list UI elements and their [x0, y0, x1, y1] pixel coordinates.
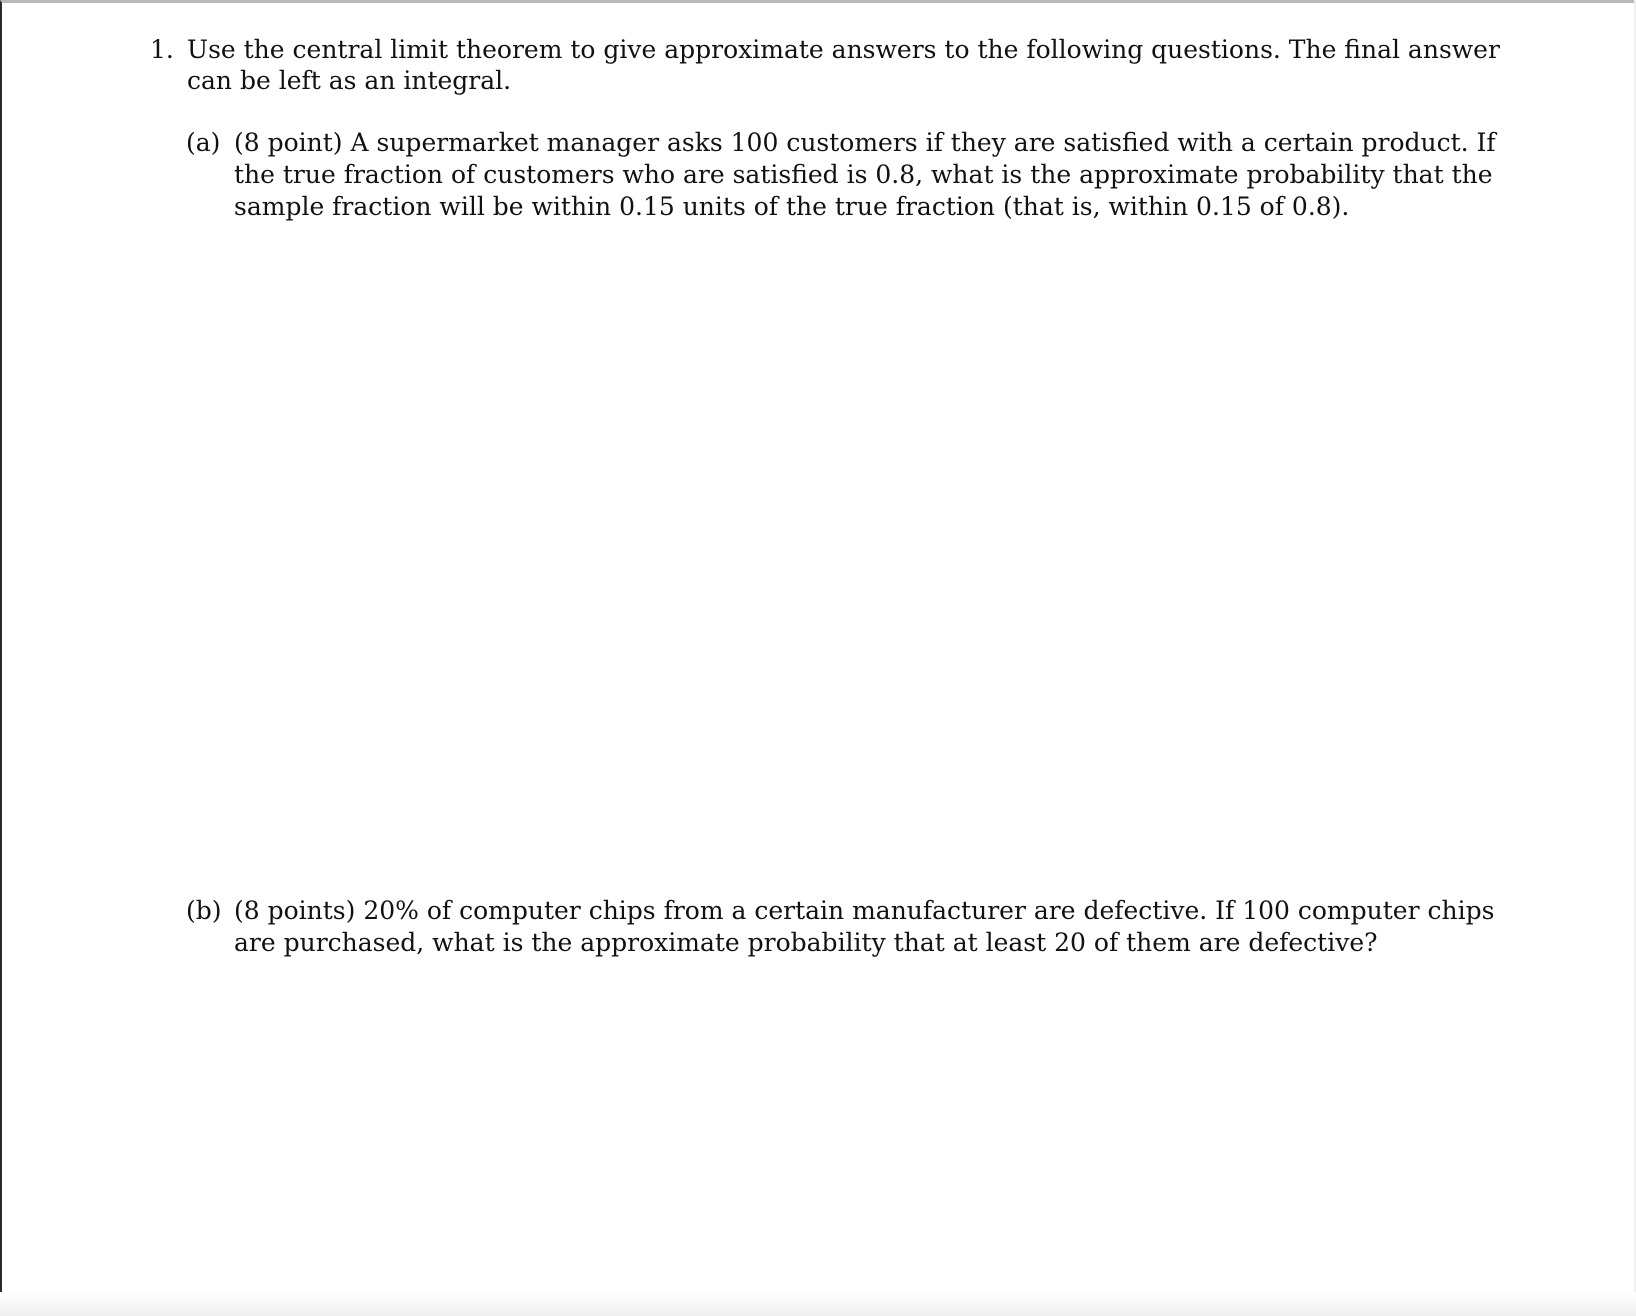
viewer-bottom-edge — [0, 1292, 1636, 1316]
question-number: 1. — [150, 35, 174, 64]
question-intro-line-1: Use the central limit theorem to give approximate answers to the following questions. The final answer — [187, 35, 1500, 64]
part-a-line-2: the true fraction of customers who are satisfied is 0.8, what is the approximate probability that the — [234, 160, 1493, 189]
part-a-line-1: (8 point) A supermarket manager asks 100 customers if they are satisfied with a certain product. If — [234, 128, 1496, 157]
part-b-line-2: are purchased, what is the approximate probability that at least 20 of them are defective? — [234, 928, 1378, 957]
part-b-line-1: (8 points) 20% of computer chips from a certain manufacturer are defective. If 100 computer chips — [234, 896, 1495, 925]
question-intro-line-2: can be left as an integral. — [187, 66, 512, 95]
part-a-label: (a) — [186, 128, 221, 157]
part-a-line-3: sample fraction will be within 0.15 units of the true fraction (that is, within 0.15 of 0.8). — [234, 192, 1350, 221]
part-b-label: (b) — [186, 896, 222, 925]
